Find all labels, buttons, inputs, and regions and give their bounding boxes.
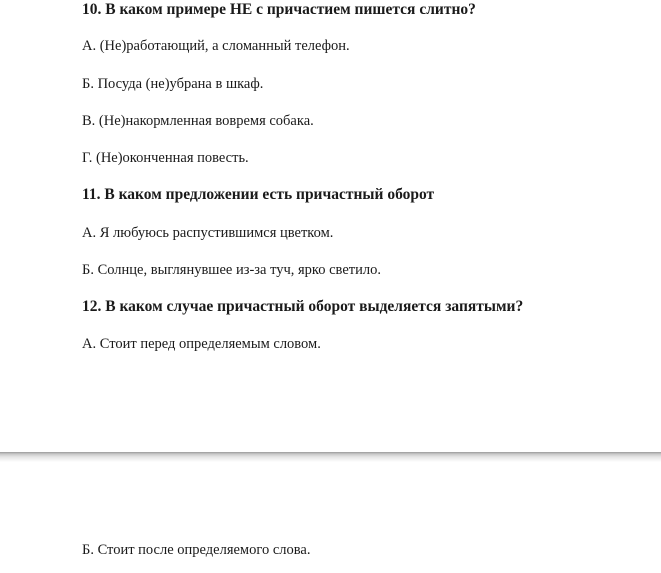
question-11-option-b: Б. Солнце, выглянувшее из-за туч, ярко светило. [82,262,381,278]
document-page-bottom [0,462,661,573]
question-10-option-c: В. (Не)накормленная вовремя собака. [82,113,314,129]
question-11-option-a: А. Я любуюсь распустившимся цветком. [82,225,334,241]
question-10-title: 10. В каком примере НЕ с причастием пишется слитно? [82,1,476,18]
question-10-option-d: Г. (Не)оконченная повесть. [82,150,249,166]
page-break-divider [0,452,661,462]
question-10-option-b: Б. Посуда (не)убрана в шкаф. [82,76,264,92]
question-11-title: 11. В каком предложении есть причастный оборот [82,186,435,203]
question-12-option-a: А. Стоит перед определяемым словом. [82,336,321,352]
question-12-option-b: Б. Стоит после определяемого слова. [82,542,311,558]
question-10-option-a: А. (Не)работающий, а сломанный телефон. [82,38,350,54]
question-12-title: 12. В каком случае причастный оборот выделяется запятыми? [82,298,524,315]
